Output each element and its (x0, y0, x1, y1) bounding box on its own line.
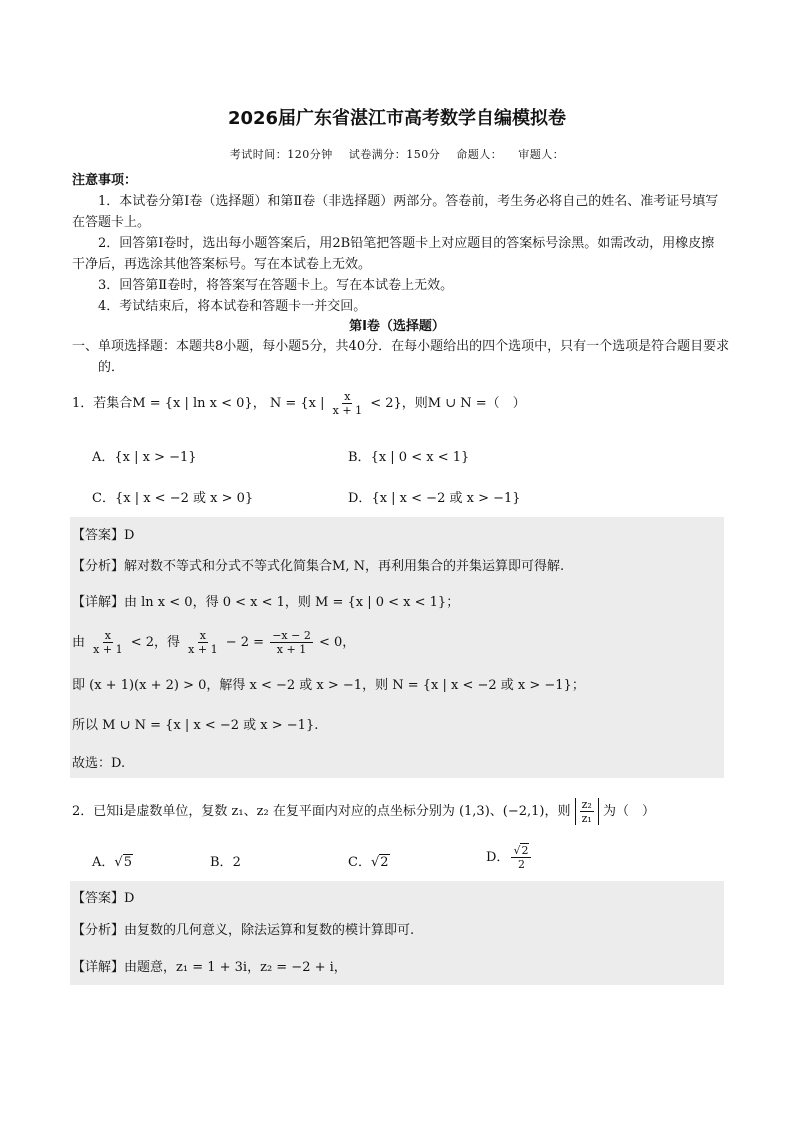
q1-set-n-right: < 2} (370, 396, 402, 411)
q2-option-b: B．2 (210, 855, 241, 870)
q1-option-c: C．{x | x < −2 或 x > 0} (92, 491, 254, 506)
notice-item-4: 4．考试结束后，将本试卷和答题卡一并交回。 (98, 299, 367, 314)
exam-score: 试卷满分：150分 (348, 148, 441, 161)
section-instruction: 一、单项选择题：本题共8小题，每小题5分，共40分．在每小题给出的四个选项中，只有一个选项是符合题目要求的． (72, 339, 730, 375)
q1-set-m: M = {x | ln x < 0} (132, 396, 253, 411)
q1-analysis: 【分析】解对数不等式和分式不等式化简集合M, N，再利用集合的并集运算即可得解. (72, 559, 565, 574)
q1-option-d: D．{x | x < −2 或 x > −1} (348, 491, 521, 506)
q1-fraction: $\frac{x}{x + 1}$ (332, 390, 363, 417)
q2-option-d: D． $\frac{√2}{2}$ (486, 844, 533, 871)
exam-title: 2026届广东省湛江市高考数学自编模拟卷 (227, 108, 567, 129)
notice-item-1: 1．本试卷分第Ⅰ卷（选择题）和第Ⅱ卷（非选择题）两部分。答卷前，考生务必将自己的姓名、准考证号填写在答题卡上。 (72, 194, 719, 230)
q1-detail-5: 故选：D. (72, 756, 126, 771)
q2-option-c: C．√2 (348, 855, 389, 870)
q1-detail-1: 【详解】由 ln x < 0，得 0 < x < 1，则 M = {x | 0 < x < 1}； (72, 595, 460, 610)
q1-set-n-left: N = {x | (269, 396, 325, 411)
exam-reviewer: 审题人： (518, 148, 565, 161)
q2-option-a: A．√5 (92, 855, 132, 870)
q2-answer: 【答案】D (72, 891, 135, 906)
notice-item-3: 3．回答第Ⅱ卷时，将答案写在答题卡上。写在本试卷上无效。 (98, 278, 454, 293)
notice-item-2: 2．回答第Ⅰ卷时，选出每小题答案后，用2B铅笔把答题卡上对应题目的答案标号涂黑。如需改动，用橡皮擦干净后，再选涂其他答案标号。写在本试卷上无效。 (72, 236, 715, 272)
notice-heading: 注意事项： (72, 173, 138, 188)
exam-meta (0, 146, 794, 162)
q2-analysis: 【分析】由复数的几何意义，除法运算和复数的模计算即可. (72, 923, 415, 938)
q1-option-b: B．{x | 0 < x < 1} (348, 450, 470, 465)
q1-detail-3: 即 (x + 1)(x + 2) > 0，解得 x < −2 或 x > −1，则 N = {x | x < −2 或 x > −1}； (72, 678, 585, 693)
exam-author: 命题人： (456, 148, 503, 161)
q1-stem: 1．若集合M = {x | ln x < 0}， N = {x | $\frac{x}{x + 1}$ < 2}，则M ∪ N =（ ） (72, 390, 526, 417)
q1-detail-4: 所以 M ∪ N = {x | x < −2 或 x > −1}. (72, 718, 319, 733)
q2-detail-1: 【详解】由题意，z₁ = 1 + 3i，z₂ = −2 + i， (72, 960, 347, 975)
q1-answer: 【答案】D (72, 528, 135, 543)
q1-option-a: A．{x | x > −1} (92, 450, 197, 465)
q2-stem: 2．已知i是虚数单位，复数 z₁、z₂ 在复平面内对应的点坐标分别为 (1,3)、(−2,1)，则 $\frac{\text{z₂}}{\text{z₁}}$ 为（ ） (72, 798, 655, 825)
q1-detail-2: 由 $\frac{x}{x + 1}$ < 2，得 $\frac{x}{x + 1}$ − 2 = $\frac{-x - 2}{x + 1}$ < 0， (72, 629, 356, 656)
part1-heading: 第Ⅰ卷（选择题） (349, 319, 445, 334)
exam-time: 考试时间：120分钟 (229, 148, 333, 161)
